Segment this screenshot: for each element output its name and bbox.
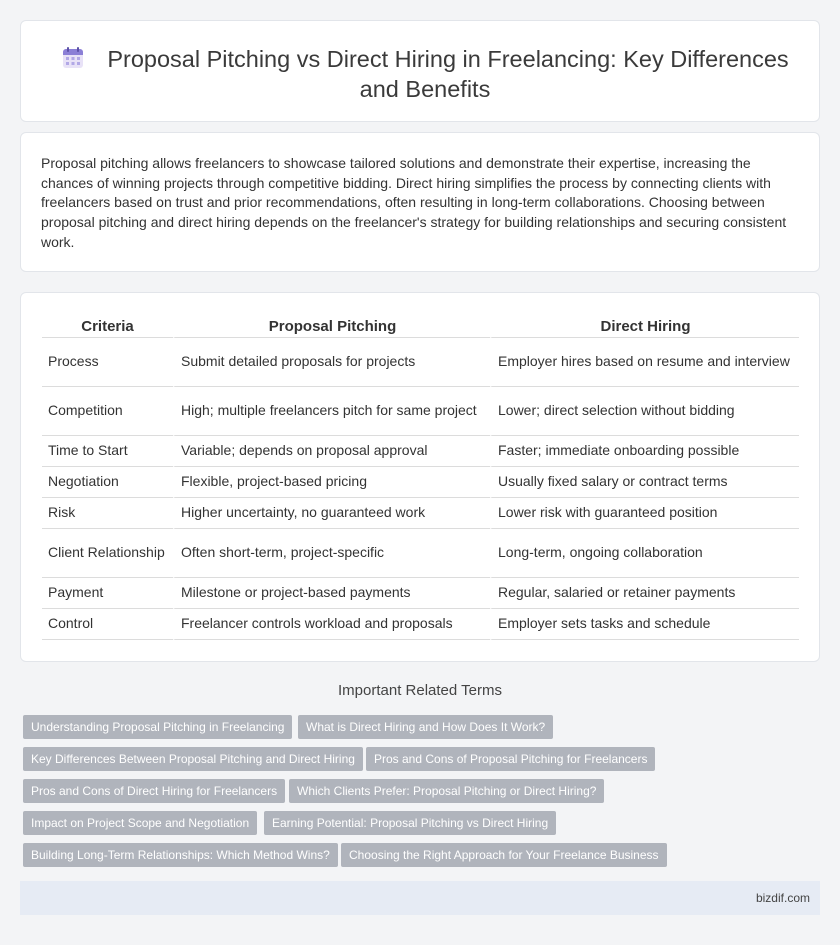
related-term-link[interactable]: Earning Potential: Proposal Pitching vs Direct Hiring [264, 811, 556, 835]
related-term-link[interactable]: Choosing the Right Approach for Your Freelance Business [341, 843, 667, 867]
related-term-link[interactable]: Impact on Project Scope and Negotiation [23, 811, 257, 835]
table-row [42, 387, 799, 436]
table-cell-direct: Faster; immediate onboarding possible [490, 436, 799, 467]
comparison-table [42, 316, 799, 640]
page-title-wrap [61, 44, 789, 104]
table-cell-direct: Regular, salaried or retainer payments [490, 578, 799, 609]
table-cell-proposal: Higher uncertainty, no guaranteed work [173, 498, 490, 529]
table-row [42, 436, 799, 467]
related-term-link[interactable]: Building Long-Term Relationships: Which Method Wins? [23, 843, 338, 867]
table-cell-criteria: Payment [42, 578, 173, 609]
table-cell-criteria: Competition [42, 387, 173, 436]
table-cell-direct: Lower; direct selection without bidding [490, 387, 799, 436]
table-cell-proposal: Milestone or project-based payments [173, 578, 490, 609]
table-cell-criteria: Process [42, 338, 173, 387]
table-cell-proposal: High; multiple freelancers pitch for same project [173, 387, 490, 436]
table-cell-criteria: Negotiation [42, 467, 173, 498]
related-term-link[interactable]: What is Direct Hiring and How Does It Work? [298, 715, 553, 739]
table-row [42, 529, 799, 578]
calendar-icon [61, 46, 85, 70]
related-term-link[interactable]: Pros and Cons of Proposal Pitching for Freelancers [366, 747, 655, 771]
footer [20, 881, 820, 915]
footer-site-link[interactable]: bizdif.com [755, 891, 810, 905]
table-cell-direct: Long-term, ongoing collaboration [490, 529, 799, 578]
table-cell-proposal: Often short-term, project-specific [173, 529, 490, 578]
header-proposal-pitching: Proposal Pitching [173, 316, 490, 338]
comparison-card [20, 292, 820, 662]
header-criteria: Criteria [42, 316, 173, 338]
table-cell-proposal: Submit detailed proposals for projects [173, 338, 490, 387]
table-cell-proposal: Freelancer controls workload and proposals [173, 609, 490, 640]
related-term-link[interactable]: Which Clients Prefer: Proposal Pitching or Direct Hiring? [289, 779, 604, 803]
table-row [42, 498, 799, 529]
table-cell-proposal: Variable; depends on proposal approval [173, 436, 490, 467]
table-row [42, 467, 799, 498]
table-cell-criteria: Time to Start [42, 436, 173, 467]
table-row [42, 578, 799, 609]
intro-card [20, 132, 820, 272]
table-row [42, 609, 799, 640]
table-cell-direct: Usually fixed salary or contract terms [490, 467, 799, 498]
intro-paragraph: Proposal pitching allows freelancers to showcase tailored solutions and demonstrate their expertise, increasing the chances of winning projects through competitive bidding. Direct hiring simplifies the process by connecting clients with freelancers based on trust and prior recommendations, often resulting in long-term collaborations. Choosing between proposal pitching and direct hiring depends on the freelancer's strategy for building relationships and securing consistent work. [41, 155, 787, 250]
title-card [20, 20, 820, 122]
table-cell-criteria: Risk [42, 498, 173, 529]
table-row [42, 338, 799, 387]
table-cell-proposal: Flexible, project-based pricing [173, 467, 490, 498]
table-cell-direct: Employer hires based on resume and interview [490, 338, 799, 387]
table-cell-direct: Employer sets tasks and schedule [490, 609, 799, 640]
header-direct-hiring: Direct Hiring [490, 316, 799, 338]
related-terms-title: Important Related Terms [338, 682, 502, 699]
page-title: Proposal Pitching vs Direct Hiring in Freelancing: Key Differences and Benefits [107, 46, 789, 102]
related-term-link[interactable]: Pros and Cons of Direct Hiring for Freelancers [23, 779, 285, 803]
related-term-link[interactable]: Understanding Proposal Pitching in Freelancing [23, 715, 292, 739]
table-header-row [42, 316, 799, 338]
table-cell-criteria: Client Relationship [42, 529, 173, 578]
table-cell-direct: Lower risk with guaranteed position [490, 498, 799, 529]
table-cell-criteria: Control [42, 609, 173, 640]
related-term-link[interactable]: Key Differences Between Proposal Pitching and Direct Hiring [23, 747, 363, 771]
